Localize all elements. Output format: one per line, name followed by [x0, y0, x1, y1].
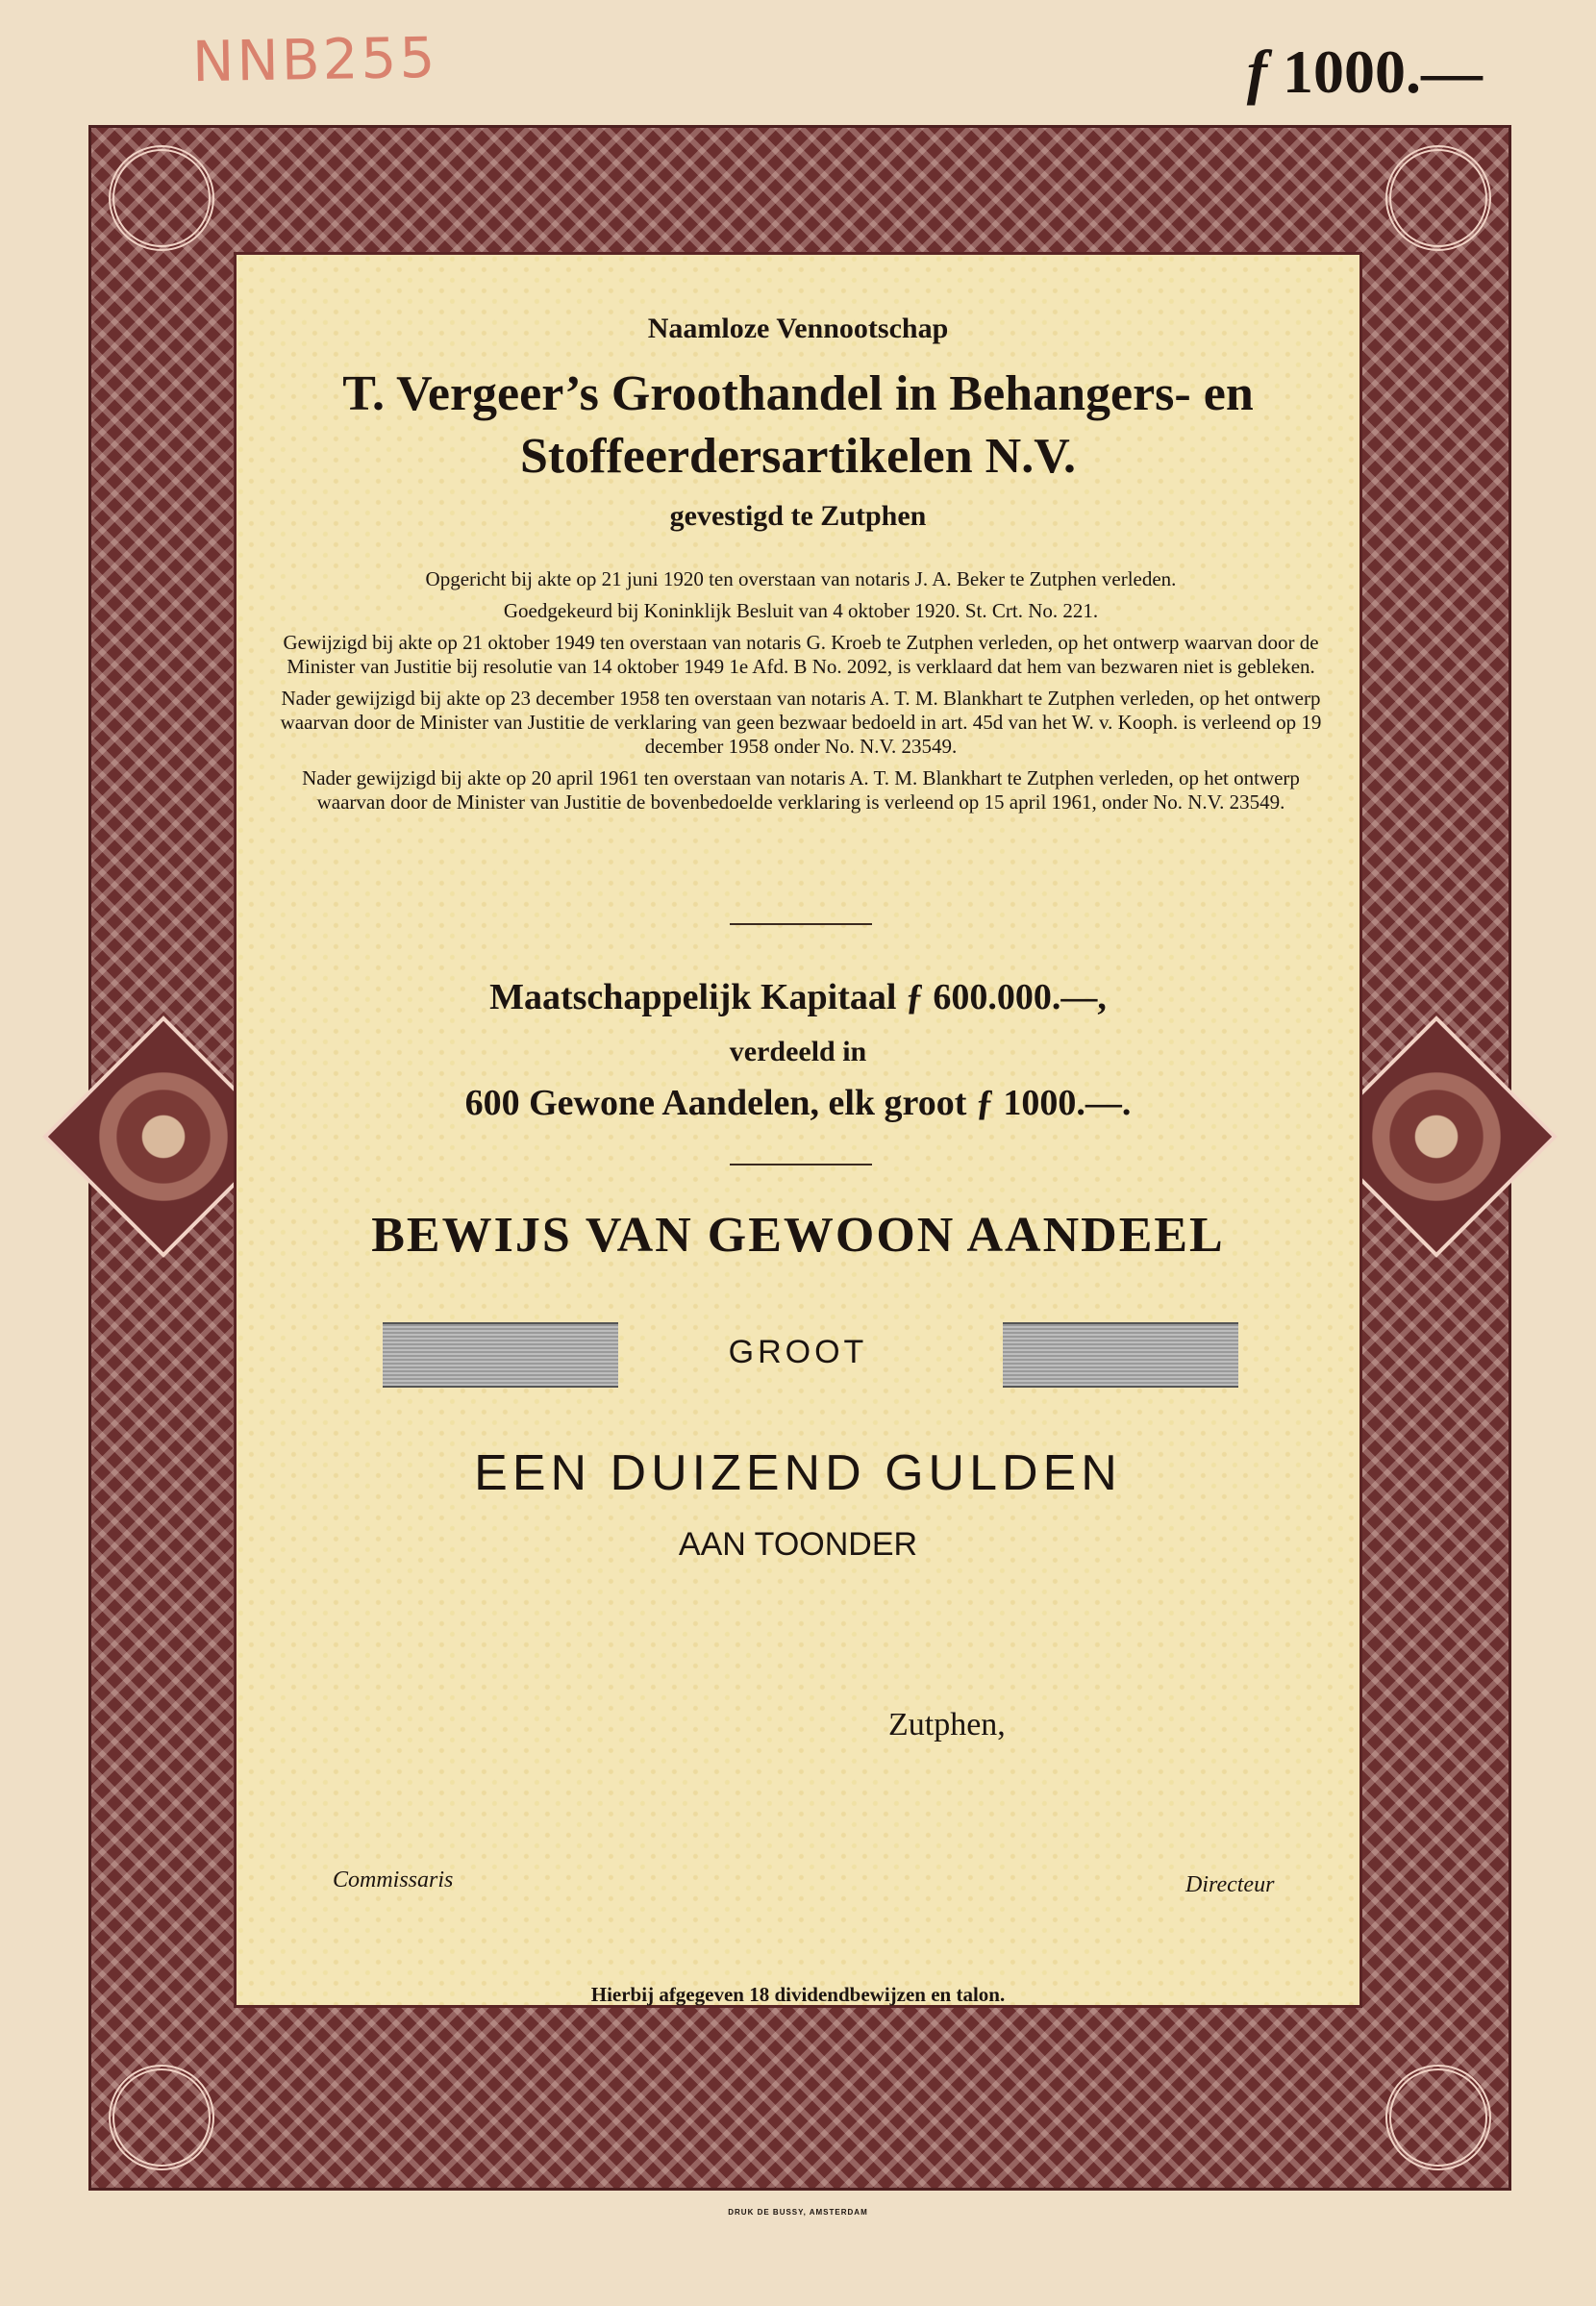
corner-ornament-icon: [1385, 2065, 1491, 2170]
signature-label-directeur: Directeur: [1185, 1872, 1275, 1897]
face-value-amount: 1000.—: [1283, 38, 1483, 106]
corner-ornament-icon: [1385, 145, 1491, 251]
corner-ornament-icon: [109, 145, 214, 251]
authorized-capital: Maatschappelijk Kapitaal ƒ 600.000.—,: [489, 977, 1107, 1017]
face-value: [1247, 37, 1483, 108]
redaction-bar: [1003, 1322, 1238, 1388]
company-name-line2: Stoffeerdersartikelen N.V.: [519, 429, 1077, 484]
history-paragraph: Goedgekeurd bij Koninklijk Besluit van 4 oktober 1920. St. Crt. No. 221.: [503, 599, 1099, 622]
place-of-issue: Zutphen,: [888, 1707, 1006, 1742]
divider: [730, 1164, 872, 1166]
capital-divided: verdeeld in: [729, 1036, 867, 1067]
corner-ornament-icon: [109, 2065, 214, 2170]
legal-form: Naamloze Vennootschap: [647, 313, 949, 344]
currency-symbol: f: [1246, 38, 1267, 106]
handwritten-reference: NNB255: [191, 24, 438, 95]
company-seat: gevestigd te Zutphen: [669, 500, 927, 532]
history-paragraph: Nader gewijzigd bij akte op 20 april 1961 ten overstaan van notaris A. T. M. Blankhart te Zutphen verleden, op het ontwerp waarvan door de Minister van Justitie de bovenbedoelde verklaring is verleend op 15 april 1961, onder No. N.V. 23549.: [302, 766, 1300, 814]
history-paragraph: Nader gewijzigd bij akte op 23 december 1958 ten overstaan van notaris A. T. M. Blankhart te Zutphen verleden, op het ontwerp waarvan door de Minister van Justitie de verklaring van geen bezwaar bedoeld in art. 45d van het W. v. Kooph. is verleend op 19 december 1958 onder No. N.V. 23549.: [280, 687, 1322, 758]
bearer-clause: AAN TOONDER: [678, 1526, 918, 1563]
certificate-body: [234, 252, 1362, 2008]
divider: [730, 923, 872, 925]
incorporation-history: [275, 567, 1327, 822]
company-name-line1: T. Vergeer’s Groothandel in Behangers- en: [342, 366, 1254, 421]
printer-imprint: DRUK DE BUSSY, AMSTERDAM: [728, 2208, 868, 2217]
signature-label-commissaris: Commissaris: [333, 1867, 454, 1892]
amount-in-words: EEN DUIZEND GULDEN: [474, 1445, 1122, 1501]
certificate-title: BEWIJS VAN GEWOON AANDEEL: [371, 1208, 1225, 1263]
history-paragraph: Opgericht bij akte op 21 juni 1920 ten overstaan van notaris J. A. Beker te Zutphen verleden.: [425, 567, 1177, 590]
history-paragraph: Gewijzigd bij akte op 21 oktober 1949 ten overstaan van notaris G. Kroeb te Zutphen verleden, op het ontwerp waarvan door de Minister van Justitie bij resolutie van 14 oktober 1949 1e Afd. B No. 2092, is verklaard dat hem van bezwaren niet is gebleken.: [283, 631, 1319, 678]
groot-label: GROOT: [728, 1334, 868, 1370]
dividend-note: Hierbij afgegeven 18 dividendbewijzen en talon.: [590, 1983, 1006, 2006]
share-count: 600 Gewone Aandelen, elk groot ƒ 1000.—.: [464, 1083, 1132, 1123]
